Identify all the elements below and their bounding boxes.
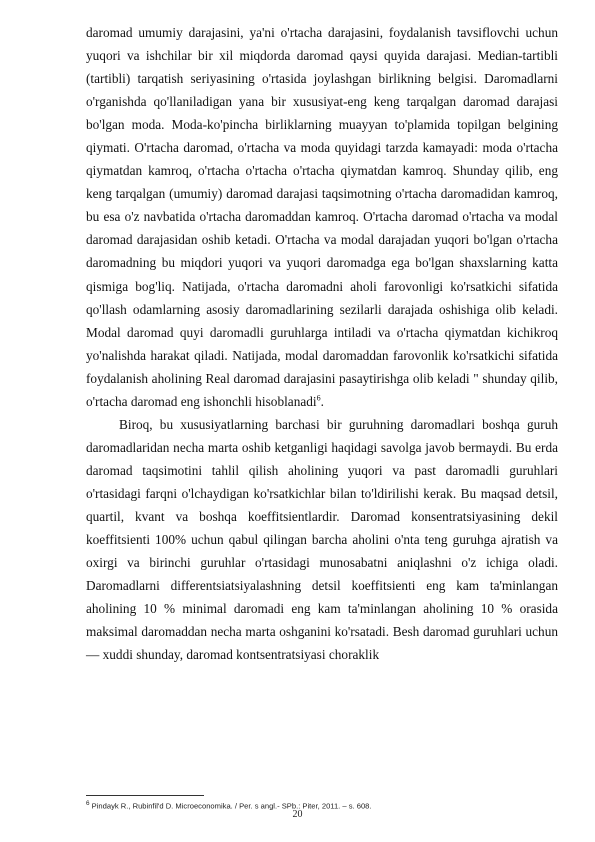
footnote-text: Pindayk R., Rubinfil'd D. Microeconomika. / Per. s angl.- SPb.: Piter, 2011. – s. 608.: [89, 801, 372, 811]
footnote-separator: [86, 795, 204, 796]
paragraph-2-text: Biroq, bu xususiyatlarning barchasi bir guruhning daromadlari boshqa guruh daromadlaridan necha marta oshib ketganligi haqidagi savolga javob bermaydi. Bu erda daromad taqsimotini tahlil qilish aholining yuqori va past daromadli guruhlari o'rtasidagi farqni o'lchaydigan ko'rsatkichlar bilan to'ldirilishi kerak. Bu maqsad detsil, quartil, kvant va boshqa koeffitsientlardir. Daromad konsentratsiyasining dekil koeffitsienti 100% uchun qabul qilingan barcha aholini o'nta teng guruhga ajratish va oxirgi va birinchi guruhlar o'rtasidagi munosabatni aniqlashni o'z ichiga oladi. Daromadlarni differentsiatsiyalashning detsil koeffitsienti eng kam ta'minlangan aholining 10 % minimal daromadi eng kam ta'minlangan aholining 10 % orasida maksimal daromaddan necha marta oshganini ko'rsatadi. Besh daromad guruhlari uchun — xuddi shunday, daromad kontsentratsiyasi choraklik: [86, 416, 558, 663]
paragraph-1: [86, 21, 558, 413]
page-number: 20: [292, 809, 303, 820]
paragraph-2: [86, 413, 558, 667]
footnote-mark: 6: [86, 800, 90, 807]
paragraph-1-end: .: [320, 393, 324, 409]
body-text: [86, 21, 558, 666]
footnote-reference[interactable]: 6: [316, 393, 321, 403]
paragraph-1-text: daromad umumiy darajasini, ya'ni o'rtacha darajasini, foydalanish tavsiflovchi uchun yuqori va ishchilar bir xil miqdorda daromad qaysi quyida darajasi. Median-tartibli (tartibli) tarqatish seriyasining o'rtasida joylashgan birlikning belgisi. Daromadlarni o'rganishda qo'llaniladigan yana bir xususiyat-eng keng tarqalgan daromad darajasi bo'lgan moda. Moda-ko'pincha birliklarning muayyan to'plamida topilgan belgining qiymati. O'rtacha daromad, o'rtacha va moda quyidagi tarzda kamayadi: moda o'rtacha qiymatdan kamroq, o'rtacha o'rtacha o'rtacha qiymatdan kamroq. Shunday qilib, eng keng tarqalgan (umumiy) daromad darajasi taqsimotning o'rtacha daromadidan kamroq, bu esa o'z navbatida o'rtacha daromaddan kamroq. O'rtacha daromad o'rtacha va modal daromad darajasidan oshib ketadi. O'rtacha va modal darajadan yuqori bo'lgan o'rtacha daromadning bu miqdori yuqori va yuqori daromadga ega bo'lgan shaxslarning katta qismiga bog'liq. Natijada, o'rtacha daromadni aholi farovonligi ko'rsatkichi sifatida qo'llash odamlarning asosiy daromadlarining sezilarli darajada oshishiga olib keladi. Modal daromad quyi daromadli guruhlarga intiladi va o'rtacha qiymatdan kichikroq yo'nalishda harakat qiladi. Natijada, modal daromaddan farovonlik ko'rsatkichi sifatida foydalanish aholining Real daromad darajasini pasaytirishga olib keladi " shunday qilib, o'rtacha daromad eng ishonchli hisoblanadi: [86, 25, 558, 409]
